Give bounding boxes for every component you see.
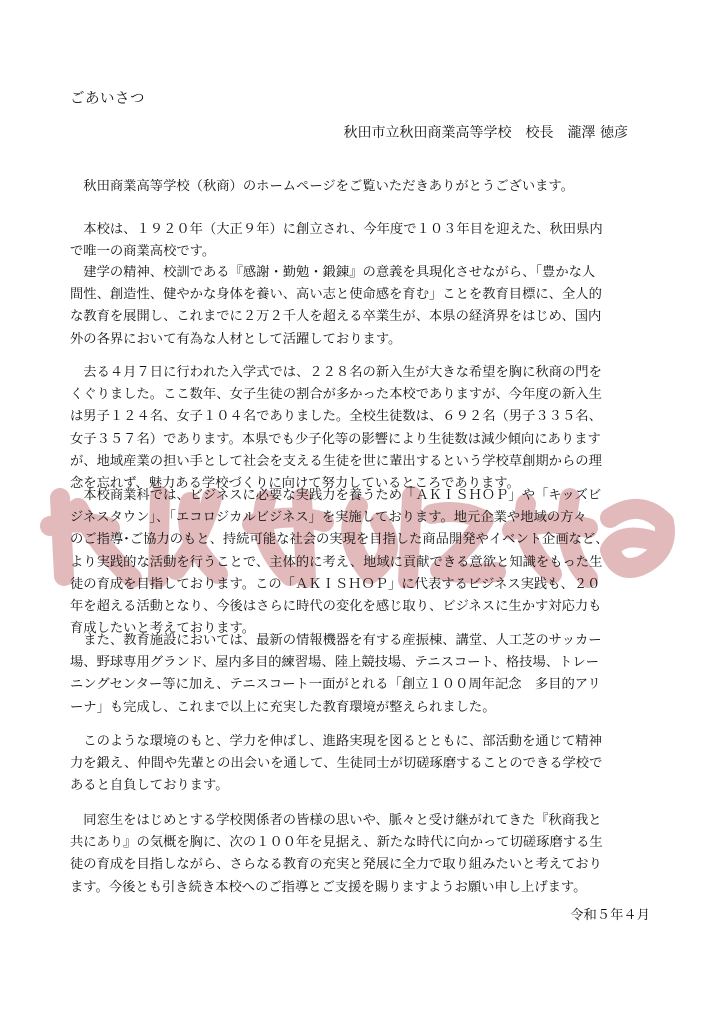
paragraph-line: 力を鍛え、仲間や先輩との出会いを通して、生徒同士が切磋琢磨することのできる学校で bbox=[70, 756, 603, 772]
paragraph-line: ニングセンター等に加え、テニスコート一面がとれる「創立１００周年記念 多目的アリ bbox=[70, 677, 601, 693]
paragraph-thanks bbox=[70, 176, 670, 198]
paragraph-line: 秋田商業高等学校（秋商）のホームページをご覧いただきありがとうございます。 bbox=[70, 179, 574, 194]
paragraph-line: ます。今後とも引き続き本校へのご指導とご支援を賜りますようお願い申し上げます。 bbox=[70, 879, 587, 895]
paragraph-closing-message bbox=[70, 810, 670, 899]
paragraph-facilities bbox=[70, 630, 670, 719]
paragraph-line: 女子３５７名）であります。本県でも少子化等の影響により生徒数は減少傾向にあります bbox=[70, 431, 601, 447]
paragraph-line: 去る４月７日に行われた入学式では、２２８名の新入生が大きな希望を胸に秋商の門を bbox=[70, 365, 602, 380]
paragraph-line: 徒の育成を目指しながら、さらなる教育の充実と発展に全力で取り組みたいと考えており bbox=[70, 857, 602, 873]
paragraph-line: ーナ」も完成し、これまで以上に充実した教育環境が整えられました。 bbox=[70, 699, 496, 715]
paragraph-line: 年を超える活動となり、今後はさらに時代の変化を感じ取り、ビジネスに生かす対応力も bbox=[70, 599, 602, 615]
paragraph-line: のご指導･ご協力のもと、持続可能な社会の実現を目指した商品開発やイベント企画など、 bbox=[70, 532, 609, 548]
paragraph-line: 徒の育成を目指しております。この「ＡＫＩＳＨＯＰ」に代表するビジネス実践も、２０ bbox=[70, 576, 601, 592]
paragraph-line: 共にあり』の気概を胸に、次の１００年を見据え、新たな時代に向かって切磋琢磨する生 bbox=[70, 835, 603, 851]
paragraph-line: 育成したいと考えております。 bbox=[70, 621, 256, 637]
paragraph-line: で唯一の商業高校です。 bbox=[70, 244, 216, 260]
paragraph-enrollment bbox=[70, 362, 670, 495]
paragraph-line: 念を忘れず、魅力ある学校づくりに向けて努力しているところであります。 bbox=[70, 476, 520, 492]
paragraph-line: より実践的な活動を行うことで、主体的に考え、地域に貢献できる意欲と知識をもった生 bbox=[70, 554, 603, 570]
paragraph-line: が、地域産業の担い手として社会を支える生徒を世に輩出するという学校草創期からの理 bbox=[70, 453, 602, 469]
paragraph-line: このような環境のもと、学力を伸ばし、進路実現を図るとともに、部活動を通じて精神 bbox=[70, 734, 602, 749]
paragraph-line: ジネスタウン」、「エコロジカルビジネス」を実施しております。地元企業や地域の方々 bbox=[70, 510, 587, 526]
paragraph-line: 同窓生をはじめとする学校関係者の皆様の思いや、脈々と受け継がれてきた『秋商我と bbox=[70, 813, 602, 828]
paragraph-line: 本校は、１９２０年（大正９年）に創立され、今年度で１０３年目を迎えた、秋田県内 bbox=[70, 222, 603, 237]
page-title: ごあいさつ bbox=[70, 91, 145, 107]
paragraph-line: は男子１２４名、女子１０４名でありました。全校生徒数は、６９２名（男子３３５名、 bbox=[70, 409, 602, 425]
paragraph-environment bbox=[70, 731, 670, 798]
paragraph-line: 間性、創造性、健やかな身体を養い、高い志と使命感を育む」ことを教育目標に、全人的 bbox=[70, 287, 602, 303]
author-signature: 秋田市立秋田商業高等学校 校長 瀧澤 徳彦 bbox=[343, 125, 628, 141]
paragraph-line: な教育を展開し、これまでに２万２千人を超える卒業生が、本県の経済界をはじめ、国内 bbox=[70, 309, 602, 325]
paragraph-line: また、教育施設においては、最新の情報機器を有する産振棟、講堂、人工芝のサッカー bbox=[70, 633, 602, 648]
paragraph-business-course bbox=[70, 485, 670, 640]
paragraph-philosophy bbox=[70, 262, 670, 351]
letter-date: 令和５年４月 bbox=[570, 908, 650, 923]
paragraph-line: 外の各界において有為な人材として活躍しております。 bbox=[70, 331, 402, 347]
paragraph-line: くぐりました。ここ数年、女子生徒の割合が多かった本校でありますが、今年度の新入生 bbox=[70, 387, 602, 403]
paragraph-line: 建学の精神、校訓である『感謝・勤勉・鍛錬』の意義を具現化させながら、「豊かな人 bbox=[70, 265, 596, 280]
paragraph-history bbox=[70, 219, 670, 263]
paragraph-line: あると自負しております。 bbox=[70, 778, 229, 794]
paragraph-line: 本校商業科では、ビジネスに必要な実践力を養うため「ＡＫＩＳＨＯＰ」や「キッズビ bbox=[70, 488, 602, 503]
paragraph-line: 場、野球専用グランド、屋内多目的練習場、陸上競技場、テニスコート、格技場、トレー bbox=[70, 655, 599, 671]
